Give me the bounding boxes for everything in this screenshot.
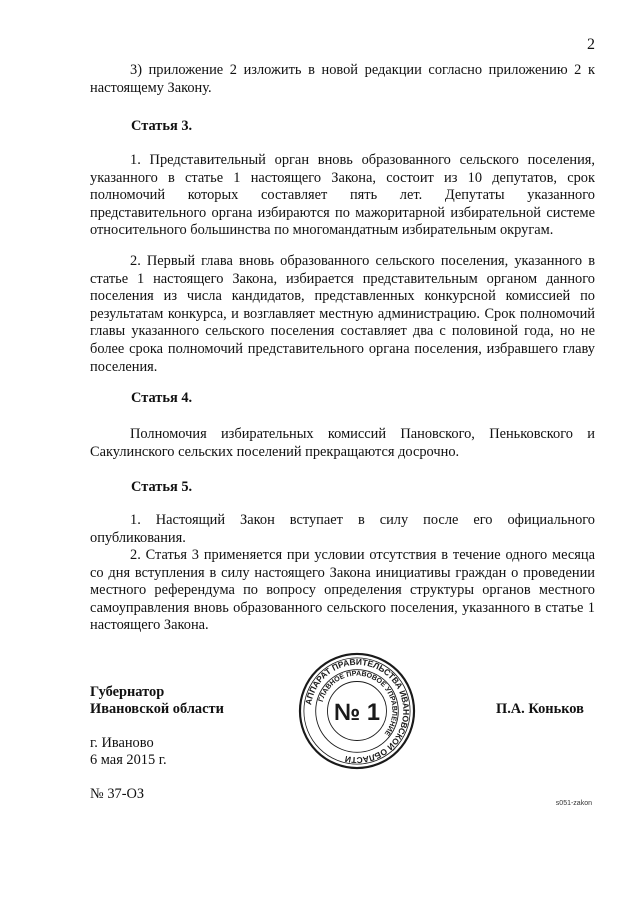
- article-3-heading: Статья 3.: [131, 118, 193, 134]
- article-5-paragraph-1: 1. Настоящий Закон вступает в силу после его официального опубликования.: [90, 512, 595, 546]
- signing-date: 6 мая 2015 г.: [90, 752, 167, 768]
- signatory-title-line-2: Ивановской области: [90, 701, 224, 717]
- place-of-signing: г. Иваново: [90, 735, 154, 751]
- article-5-paragraph-2: 2. Статья 3 применяется при условии отсутствия в течение одного месяца со дня вступления в силу настоящего Закона инициативы граждан о проведении местного референдума по вопросу определения структуры органов местного самоуправления вновь образованного сельского поселения, указанного в статье 1 настоящего Закона.: [90, 547, 595, 634]
- footer-document-code: s051-zakon: [555, 800, 592, 807]
- seal-outer-text: АППАРАТ ПРАВИТЕЛЬСТВА ИВАНОВСКОЙ ОБЛАСТИ: [303, 656, 412, 766]
- article-3-paragraph-1: 1. Представительный орган вновь образованного сельского поселения, указанного в статье 1 настоящего Закона, состоит из 10 депутатов, срок полномочий которых составляет пять лет. Депутаты указанного представительного органа избираются по мажоритарной избирательной системе относительного большинства по многомандатным избирательным округам.: [90, 152, 595, 239]
- seal-center-number: № 1: [334, 699, 380, 726]
- article-4-heading: Статья 4.: [131, 390, 193, 406]
- article-3-paragraph-2: 2. Первый глава вновь образованного сельского поселения, указанного в статье 1 настоящего Закона, избирается представительным органом данного поселения из числа кандидатов, представленных конкурсной комиссией по результатам конкурса, и возглавляет местную администрацию. Срок полномочий главы указанного сельского поселения составляет два с половиной года, но не более срока полномочий представительного органа поселения, избравшего главу поселения.: [90, 253, 595, 375]
- signatory-title-line-1: Губернатор: [90, 684, 165, 700]
- official-seal: [298, 652, 416, 770]
- intro-item: 3) приложение 2 изложить в новой редакции согласно приложению 2 к настоящему Закону.: [90, 62, 595, 96]
- article-5-heading: Статья 5.: [131, 479, 193, 495]
- signatory-name: П.А. Коньков: [496, 701, 584, 717]
- law-number: № 37-ОЗ: [90, 786, 145, 802]
- article-4-paragraph-1: Полномочия избирательных комиссий Пановского, Пеньковского и Сакулинского сельских поселений прекращаются досрочно.: [90, 426, 595, 460]
- page-number: 2: [587, 36, 595, 53]
- seal-inner-text: ГЛАВНОЕ ПРАВОВОЕ УПРАВЛЕНИЕ: [316, 669, 399, 738]
